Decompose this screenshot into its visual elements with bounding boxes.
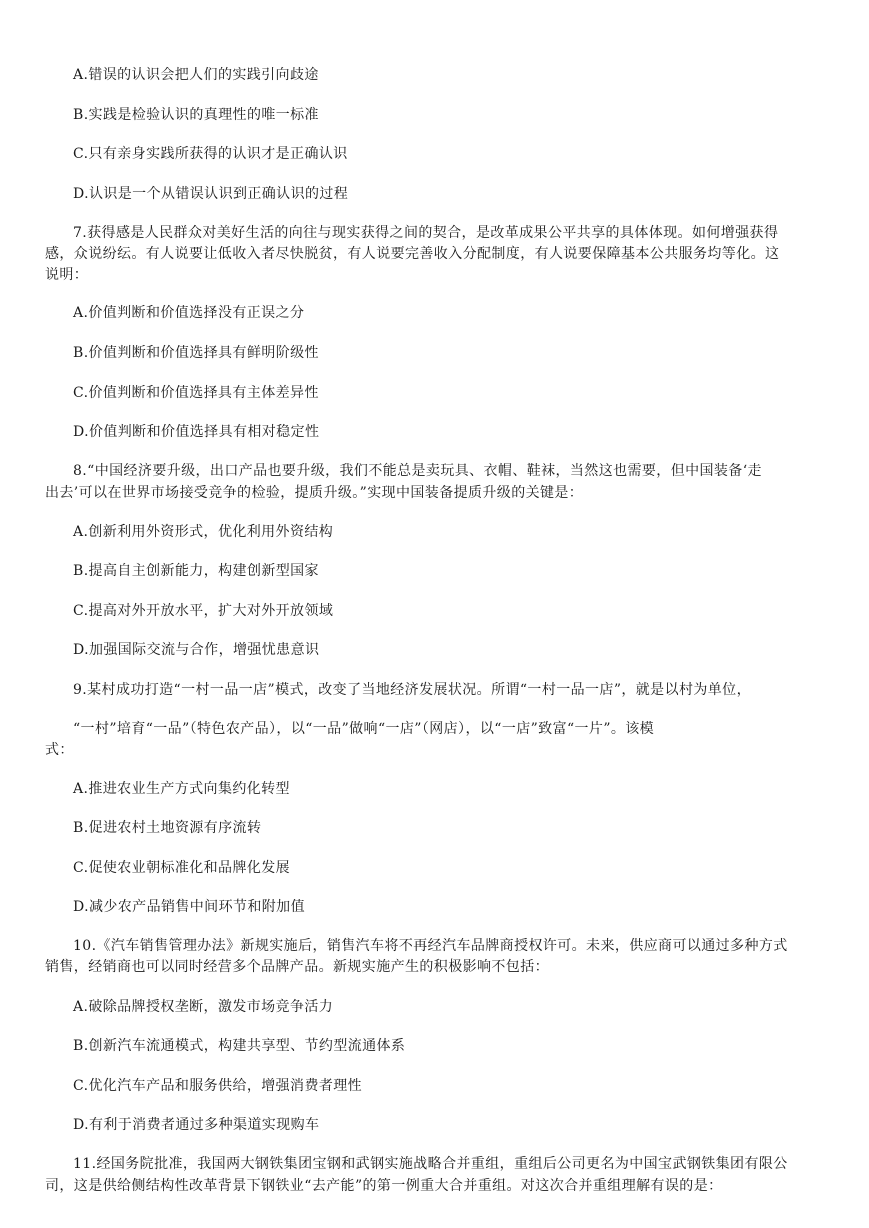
- q8-option-d: D.加强国际交流与合作，增强忧患意识: [73, 642, 320, 658]
- q9-option-a: A.推进农业生产方式向集约化转型: [73, 781, 290, 797]
- q11-stem-line-2: 司，这是供给侧结构性改革背景下钢铁业“去产能”的第一例重大合并重组。对这次合并重组理解有误的是：: [45, 1178, 723, 1194]
- q9-stem-line-1: 9.某村成功打造“一村一品一店”模式，改变了当地经济发展状况。所谓“一村一品一店”，就是以村为单位，: [73, 682, 751, 698]
- q7-stem-line-1: 7.获得感是人民群众对美好生活的向往与现实获得之间的契合，是改革成果公平共享的具体体现。如何增强获得: [73, 225, 779, 241]
- q7-stem-line-3: 说明：: [45, 267, 89, 283]
- q7-option-b: B.价值判断和价值选择具有鲜明阶级性: [73, 345, 319, 361]
- q6-option-d: D.认识是一个从错误认识到正确认识的过程: [73, 186, 349, 202]
- q7-stem-line-2: 感，众说纷纭。有人说要让低收入者尽快脱贫，有人说要完善收入分配制度，有人说要保障基本公共服务均等化。这: [45, 246, 780, 262]
- q8-option-a: A.创新利用外资形式，优化利用外资结构: [73, 524, 334, 540]
- q10-stem-line-1: 10.《汽车销售管理办法》新规实施后，销售汽车将不再经汽车品牌商授权许可。未来，供应商可以通过多种方式: [73, 938, 788, 954]
- q9-stem-line-3: 式：: [45, 742, 74, 758]
- q9-stem-line-2: “一村”培育“一品”（特色农产品），以“一品”做响“一店”（网店），以“一店”致富“一片”。该模: [73, 721, 655, 737]
- q10-option-b: B.创新汽车流通模式，构建共享型、节约型流通体系: [73, 1038, 406, 1054]
- q8-option-c: C.提高对外开放水平，扩大对外开放领域: [73, 603, 334, 619]
- q8-option-b: B.提高自主创新能力，构建创新型国家: [73, 563, 319, 579]
- q8-stem-line-1: 8.“中国经济要升级，出口产品也要升级，我们不能总是卖玩具、衣帽、鞋袜，当然这也需要，但中国装备‘走: [73, 463, 762, 479]
- q7-option-c: C.价值判断和价值选择具有主体差异性: [73, 385, 319, 401]
- q10-stem-line-2: 销售，经销商也可以同时经营多个品牌产品。新规实施产生的积极影响不包括：: [45, 959, 549, 975]
- q6-option-a: A.错误的认识会把人们的实践引向歧途: [73, 67, 319, 83]
- q6-option-c: C.只有亲身实践所获得的认识才是正确认识: [73, 146, 348, 162]
- q7-option-d: D.价值判断和价值选择具有相对稳定性: [73, 424, 320, 440]
- q8-stem-line-2: 出去’可以在世界市场接受竞争的检验，提质升级。”实现中国装备提质升级的关键是：: [45, 485, 584, 501]
- q11-stem-line-1: 11.经国务院批准，我国两大钢铁集团宝钢和武钢实施战略合并重组，重组后公司更名为中国宝武钢铁集团有限公: [73, 1156, 788, 1172]
- q7-option-a: A.价值判断和价值选择没有正误之分: [73, 305, 305, 321]
- q6-option-b: B.实践是检验认识的真理性的唯一标准: [73, 107, 319, 123]
- q9-option-b: B.促进农村土地资源有序流转: [73, 820, 262, 836]
- q9-option-d: D.减少农产品销售中间环节和附加值: [73, 899, 305, 915]
- q10-option-a: A.破除品牌授权垄断，激发市场竞争活力: [73, 999, 334, 1015]
- q10-option-c: C.优化汽车产品和服务供给，增强消费者理性: [73, 1078, 363, 1094]
- q10-option-d: D.有利于消费者通过多种渠道实现购车: [73, 1117, 320, 1133]
- q9-option-c: C.促使农业朝标准化和品牌化发展: [73, 860, 291, 876]
